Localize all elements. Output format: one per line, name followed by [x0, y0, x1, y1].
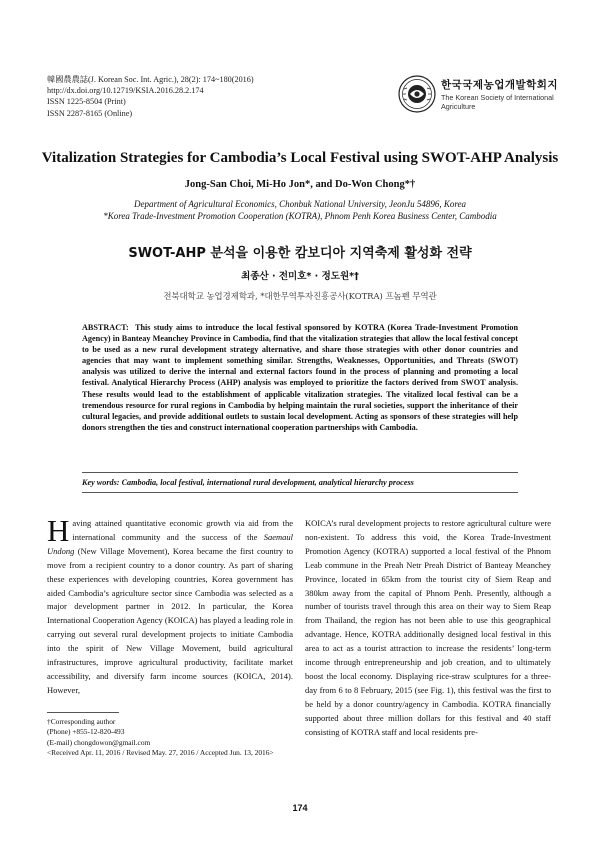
keywords-top-rule — [82, 472, 518, 473]
footnote-rule — [47, 712, 119, 713]
society-name-ko: 한국국제농업개발학회지 — [441, 79, 559, 91]
footnote — [47, 717, 307, 758]
keywords-label: Key words: — [82, 478, 120, 487]
footnote-corresponding: †Corresponding author — [47, 717, 116, 726]
affiliation-ko: 전북대학교 농업경제학과, *대한무역투자진흥공사(KOTRA) 프놈펜 무역관 — [163, 291, 437, 301]
society-emblem-icon — [398, 75, 436, 113]
body-column-left — [47, 513, 293, 707]
abstract — [82, 322, 518, 433]
footnote-phone: (Phone) +855-12-820-493 — [47, 727, 125, 737]
keywords-text: Cambodia, local festival, international rural development, analytical hierarchy process — [121, 478, 414, 487]
society-name-en — [441, 93, 561, 111]
society-name-en-line2: Agriculture — [441, 102, 476, 111]
keywords — [82, 478, 518, 487]
affiliation-1: Department of Agricultural Economics, Chonbuk National University, JeonJu 54896, Korea — [134, 199, 466, 209]
affiliation-2: *Korea Trade-Investment Promotion Cooperation (KOTRA), Phnom Penh Korea Business Center, Cambodia — [103, 211, 497, 221]
article-title: Vitalization Strategies for Cambodia’s Local Festival using SWOT-AHP Analysis — [41, 150, 559, 166]
abstract-text: This study aims to introduce the local festival sponsored by KOTRA (Korea Trade-Investment Promotion Agency) in Banteay Meanchey Province in Cambodia, find that the vitalization strategies that allow the local festival concept to be used as a new rural development strategy alternative, and share those strategies with other donor countries and agencies that may want to implement something similar. Strengths, Weaknesses, Opportunities, and Threats (SWOT) analysis was utilized to derive the internal and external factors found in the process of planning and promoting a local festival. Analytical Hierarchy Process (AHP) analysis was employed to prioritize the factors derived from SWOT analysis. These results would lead to the establishment of applicable vitalization strategies. The vitalized local festival can be a tremendous resource for rural regions in Cambodia by helping maintain the rural societies, support the inheritance of their cultural legacies, and provide additional outlets to sustain local development. Acting as sponsors of these strategies will help donors strengthen the ties and construct international cooperation partnerships with Cambodia. — [82, 323, 518, 432]
society-logo-block — [398, 71, 568, 117]
society-name-en-line1: The Korean Society of International — [441, 93, 554, 102]
article-authors-ko: 최종산 · 전미호* · 정도원*† — [241, 271, 359, 282]
body-column-right — [305, 517, 551, 789]
footnote-email[interactable]: (E-mail) chongdowon@gmail.com — [47, 737, 151, 747]
abstract-label: ABSTRACT: — [82, 323, 129, 332]
page-number: 174 — [292, 803, 308, 813]
drop-cap: H — [47, 513, 70, 548]
body-left-text-b: (New Village Movement), Korea became the first country to move from a recipient country to a donor country. As part of sharing these experiences with developing countries, Korea government has aided Cambodia’s agriculture sector since Cambodia was selected as a major development partner in 2012. In particular, the Korea International Cooperation Agency (KOICA) has played a leading role in carrying out several rural development projects to initiate Cambodia into the spirit of New Village Movement, build agricultural infrastructures, improve agricultural productivity, facilitate market accessibility, and diversify farm income sources (KOICA, 2014). However, — [47, 545, 293, 695]
doi-link[interactable]: http://dx.doi.org/10.12719/KSIA.2016.28.2.174 — [47, 86, 204, 96]
body-right-text: KOICA’s rural development projects to restore agricultural culture were non-existent. To address this void, the Korea Trade-Investment Promotion Agency (KOTRA) supported a local festival of the Phnom Leab commune in the Preah Netr Preah District of Banteay Meanchey Province, located in 65km from the tourist city of Siem Reap and 380km away from the capital of Phnom Penh. Presently, although a number of tourists travel through this area on their way to Siem Reap from Thailand, the region has not been able to use this geographical advantage. Hence, KOTRA additionally designed local festival in this area to act as a tourist attraction to increase the residents’ long-term income through entrepreneurship and job creation, and to ultimately boost the local economy. Displaying rice-straw sculptures for a three-day from 6 to 8 February, 2015 (see Fig. 1), this festival was the first to be held by a donor country/agency in Cambodia. KOTRA financially supported about three million dollars for this festival and 40 staff consisting of KOTRA staff and local residents pre- — [305, 518, 551, 737]
journal-citation: 韓國農農誌(J. Korean Soc. Int. Agric.), 28(2): 174~180(2016) — [47, 75, 254, 84]
article-title-ko: SWOT-AHP 분석을 이용한 캄보디아 지역축제 활성화 전략 — [128, 246, 472, 261]
issn-online: ISSN 2287-8165 (Online) — [47, 108, 133, 118]
keywords-bottom-rule — [82, 492, 518, 493]
body-left-text-a: aving attained quantitative economic growth via aid from the international community and the success of the — [72, 518, 293, 542]
journal-header — [47, 74, 254, 119]
body-left-italic: Saemaul Undong — [47, 531, 293, 556]
issn-print: ISSN 1225-8504 (Print) — [47, 97, 126, 107]
article-authors: Jong-San Choi, Mi-Ho Jon*, and Do-Won Chong*† — [184, 179, 416, 190]
footnote-dates: <Received Apr. 11, 2016 / Revised May. 27, 2016 / Accepted Jun. 13, 2016> — [47, 747, 274, 757]
